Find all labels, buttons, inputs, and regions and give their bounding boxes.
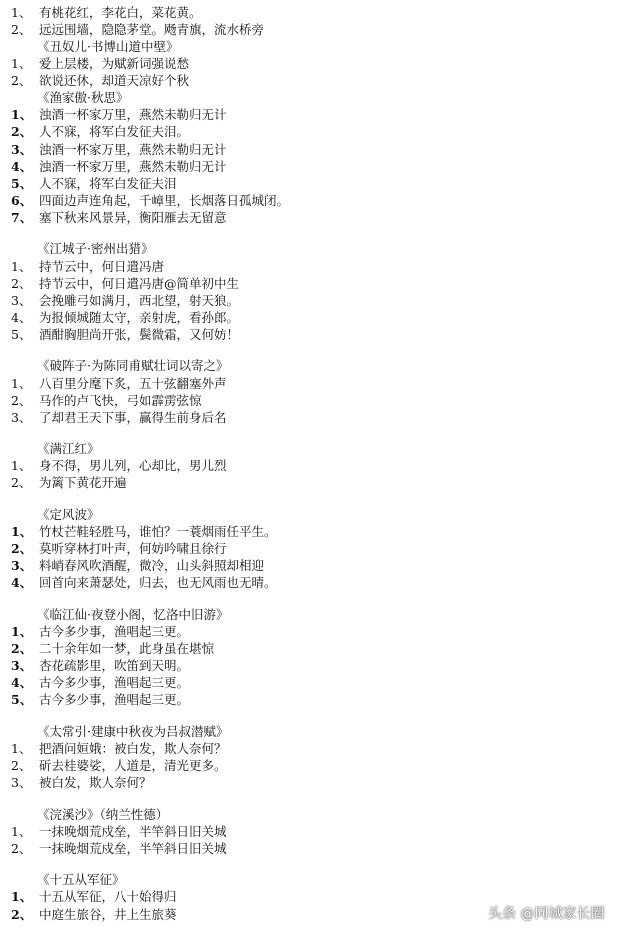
line-text: 为报倾城随太守，亲射虎，看孙郎。 [39, 310, 240, 325]
line-number: 2、 [11, 124, 33, 139]
line-number: 5、 [11, 176, 33, 191]
line-number: 2、 [11, 758, 32, 773]
line-number: 2、 [11, 22, 32, 37]
line-text: 塞下秋来风景异，衡阳雁去无留意 [39, 210, 227, 225]
poem-line [11, 573, 277, 592]
line-number: 1、 [11, 524, 33, 539]
poem-line [11, 690, 189, 709]
line-text: 酒酣胸胆尚开张，鬓微霜，又何妨！ [39, 327, 240, 342]
line-text: 爱上层楼，为赋新词强说愁 [39, 56, 190, 71]
poem-title: 《定风波》 [37, 507, 100, 522]
poem-title: 《临江仙·夜登小阁，忆洛中旧游》 [37, 607, 229, 622]
line-text: 二十余年如一梦，此身虽在堪惊 [39, 641, 215, 656]
line-number: 3、 [11, 142, 33, 157]
poem-line [11, 773, 152, 792]
line-number: 5、 [11, 692, 33, 707]
poem-line [11, 208, 227, 227]
line-text: 浊酒一杯家万里，燕然未勒归无计 [39, 107, 227, 122]
poem-line [11, 408, 227, 427]
poem-title: 《丑奴儿·书博山道中壁》 [37, 39, 179, 54]
line-number: 2、 [11, 475, 32, 490]
poem-line [11, 473, 127, 492]
poem-title: 《十五从军征》 [37, 872, 125, 887]
poem-line [11, 839, 227, 858]
line-number: 3、 [11, 558, 33, 573]
line-text: 浊酒一杯家万里，燕然未勒归无计 [39, 159, 227, 174]
watermark: 头条 @同城家长圈 [488, 906, 605, 922]
line-text: 莫听穿林打叶声，何妨吟啸且徐行 [39, 541, 227, 556]
line-text: 人不寐，将军白发征夫泪 [39, 176, 177, 191]
line-number: 1、 [11, 5, 32, 20]
line-number: 1、 [11, 56, 32, 71]
poem-title: 《渔家傲·秋思》 [37, 90, 129, 105]
poem-title: 《满江红》 [37, 441, 100, 456]
line-number: 1、 [11, 741, 32, 756]
line-text: 中庭生旅谷，井上生旅葵 [39, 907, 177, 922]
line-number: 2、 [11, 393, 32, 408]
line-text: 了却君王天下事，赢得生前身后名 [39, 410, 227, 425]
line-number: 4、 [11, 575, 33, 590]
line-text: 远远围墙，隐隐茅堂。飏青旗，流水桥旁 [39, 22, 265, 37]
line-number: 1、 [11, 259, 32, 274]
line-text: 持节云中，何日遣冯唐@简单初中生 [39, 276, 240, 291]
line-number: 3、 [11, 293, 32, 308]
poem-title: 《破阵子·为陈同甫赋壮词以寄之》 [37, 358, 229, 373]
line-number: 3、 [11, 775, 32, 790]
line-text: 竹杖芒鞋轻胜马，谁怕？一蓑烟雨任平生。 [39, 524, 277, 539]
line-text: 古今多少事，渔唱起三更。 [39, 692, 190, 707]
line-text: 四面边声连角起，千嶂里，长烟落日孤城闭。 [39, 193, 290, 208]
line-text: 古今多少事，渔唱起三更。 [39, 624, 190, 639]
line-text: 古今多少事，渔唱起三更。 [39, 675, 190, 690]
line-text: 把酒问姮娥：被白发，欺人奈何？ [39, 741, 227, 756]
line-number: 4、 [11, 675, 33, 690]
line-number: 4、 [11, 159, 33, 174]
line-number: 1、 [11, 624, 33, 639]
poem-title: 《江城子·密州出猎》 [37, 241, 154, 256]
line-number: 7、 [11, 210, 33, 225]
poem-line [11, 887, 177, 906]
line-text: 十五从军征，八十始得归 [39, 889, 177, 904]
poem-title: 《浣溪沙》（纳兰性德） [37, 807, 169, 822]
line-number: 3、 [11, 658, 33, 673]
poem-title: 《太常引·建康中秋夜为吕叔潜赋》 [37, 724, 229, 739]
line-number: 1、 [11, 458, 32, 473]
line-text: 杏花疏影里，吹笛到天明。 [39, 658, 190, 673]
line-text: 浊酒一杯家万里，燕然未勒归无计 [39, 142, 227, 157]
line-text: 会挽雕弓如满月，西北望，射天狼。 [39, 293, 240, 308]
line-number: 2、 [11, 841, 32, 856]
line-text: 斫去桂婆娑，人道是，清光更多。 [39, 758, 227, 773]
line-number: 4、 [11, 310, 32, 325]
poem-line [11, 325, 239, 344]
line-text: 人不寐，将军白发征夫泪。 [39, 124, 190, 139]
line-number: 1、 [11, 107, 33, 122]
line-text: 为篱下黄花开遍 [39, 475, 127, 490]
line-number: 6、 [11, 193, 33, 208]
line-text: 一抹晚烟荒戍垒，半竿斜日旧关城 [39, 824, 227, 839]
line-number: 1、 [11, 824, 32, 839]
line-number: 5、 [11, 327, 32, 342]
line-number: 3、 [11, 410, 32, 425]
line-text: 有桃花红，李花白，菜花黄。 [39, 5, 202, 20]
line-number: 2、 [11, 641, 33, 656]
poem-line [11, 122, 189, 141]
line-number: 1、 [11, 376, 32, 391]
line-text: 身不得，男儿列，心却比，男儿烈 [39, 458, 227, 473]
line-text: 马作的卢飞快，弓如霹雳弦惊 [39, 393, 202, 408]
line-text: 持节云中，何日遣冯唐 [39, 259, 165, 274]
poem-line [11, 905, 177, 924]
line-number: 1、 [11, 889, 33, 904]
line-text: 回首向来萧瑟处，归去，也无风雨也无晴。 [39, 575, 277, 590]
line-number: 2、 [11, 541, 33, 556]
line-text: 被白发，欺人奈何？ [39, 775, 152, 790]
line-text: 一抹晚烟荒戍垒，半竿斜日旧关城 [39, 841, 227, 856]
line-number: 2、 [11, 276, 32, 291]
line-text: 料峭春风吹酒醒，微冷，山头斜照却相迎 [39, 558, 265, 573]
line-number: 2、 [11, 907, 33, 922]
line-text: 欲说还休，却道天凉好个秋 [39, 73, 190, 88]
line-text: 八百里分麾下炙，五十弦翻塞外声 [39, 376, 227, 391]
line-number: 2、 [11, 73, 32, 88]
